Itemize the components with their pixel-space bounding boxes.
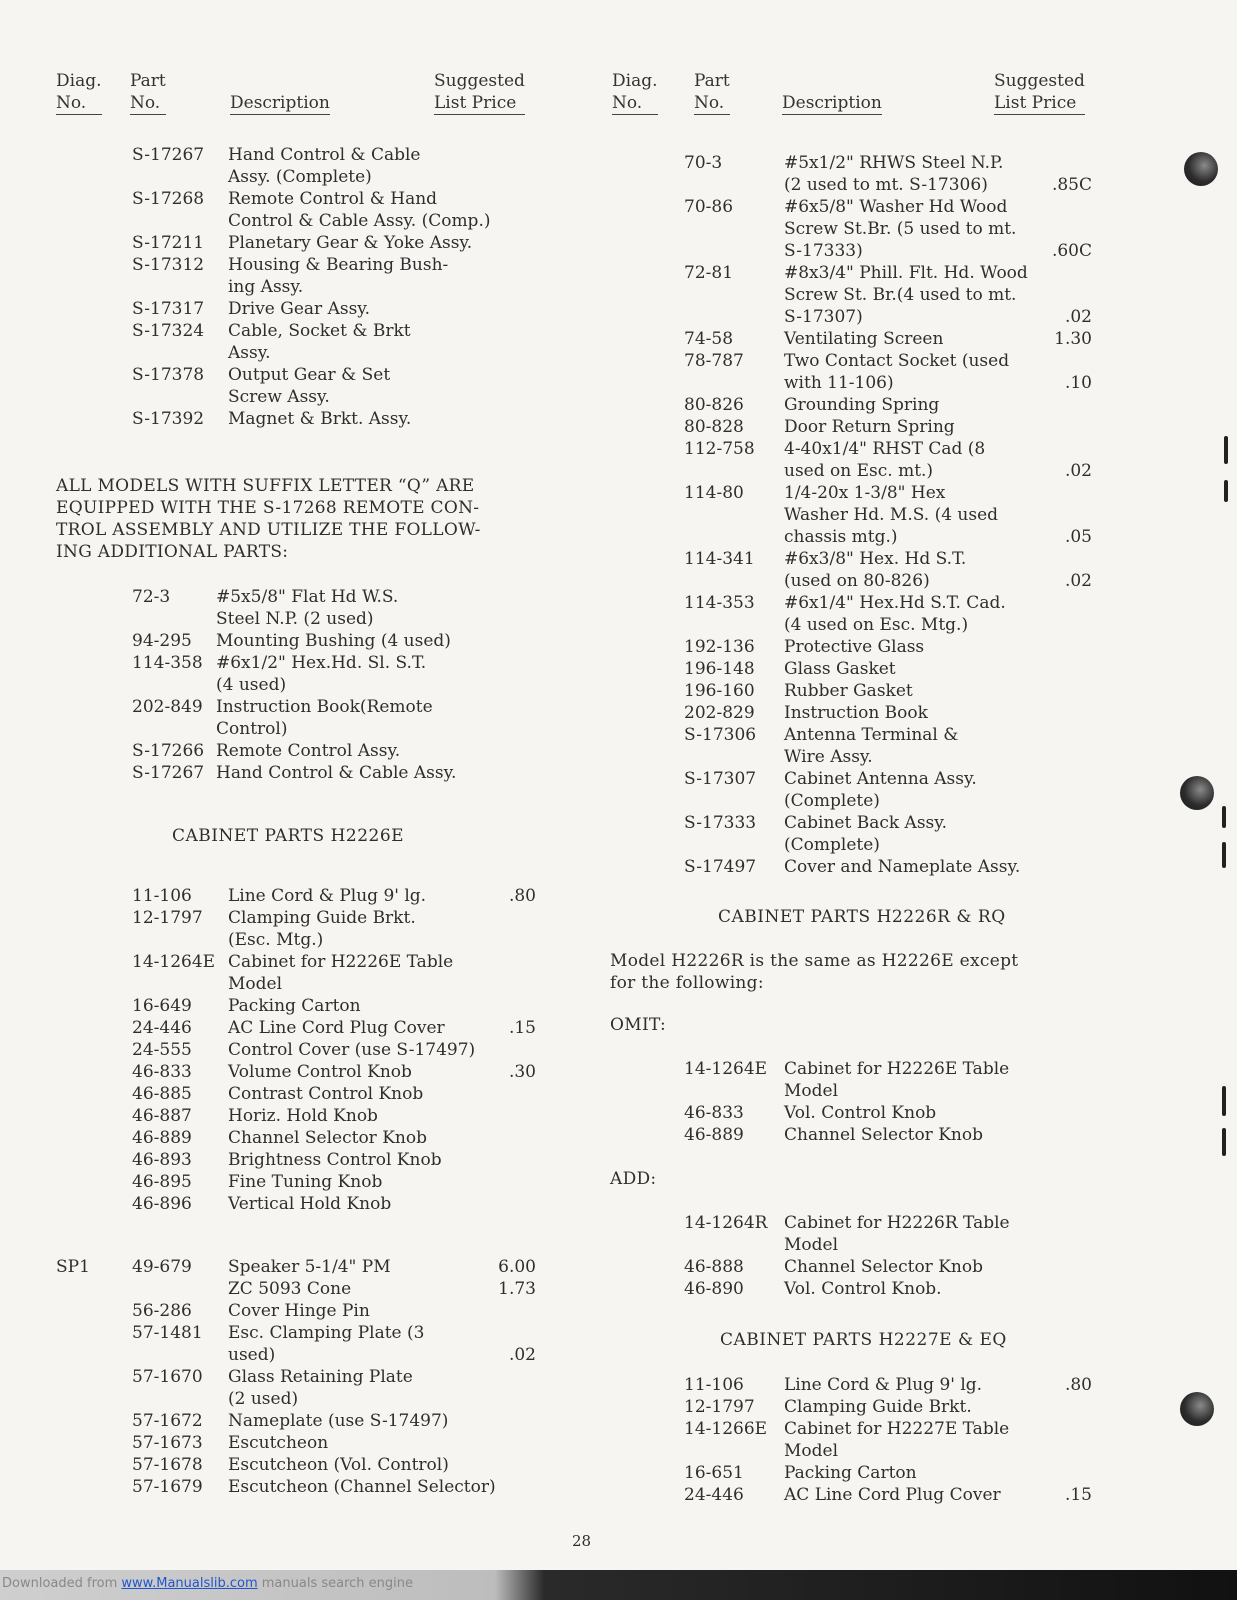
description-line: used): [228, 1345, 276, 1365]
list-price: .80: [508, 886, 536, 906]
list-price: 1.30: [1054, 329, 1092, 349]
list-price: .60C: [1051, 241, 1092, 261]
part-number: 46-888: [684, 1257, 744, 1277]
part-description: [784, 680, 913, 702]
paragraph-line: Model H2226R is the same as H2226E except: [610, 951, 1019, 971]
header-text: Suggested: [434, 71, 525, 91]
part-description: [784, 438, 985, 482]
part-description: [784, 548, 966, 592]
part-number: 46-895: [132, 1172, 192, 1192]
part-description: [784, 658, 896, 680]
description-line: 1/4-20x 1-3/8" Hex: [784, 483, 946, 503]
part-number: 14-1264E: [132, 952, 216, 972]
description-line: Cable, Socket & Brkt: [228, 321, 411, 341]
part-number: 57-1679: [132, 1477, 203, 1497]
part-description: [784, 702, 928, 724]
part-number: 70-3: [684, 153, 723, 173]
footer-text: [2, 1576, 413, 1591]
part-number: S-17211: [132, 233, 205, 253]
part-number: 14-1264E: [684, 1059, 768, 1079]
part-description: [228, 1017, 445, 1039]
part-description: [784, 1418, 1009, 1462]
binder-hole: [1184, 152, 1218, 186]
description-line: (Complete): [784, 835, 880, 855]
description-line: Channel Selector Knob: [228, 1128, 427, 1148]
part-number: 80-828: [684, 417, 744, 437]
part-number: 57-1670: [132, 1367, 203, 1387]
description-line: (4 used): [216, 675, 287, 695]
header-text: No.: [612, 92, 658, 115]
description-line: Nameplate (use S-17497): [228, 1411, 449, 1431]
list-price: .30: [508, 1062, 536, 1082]
description-line: Speaker 5-1/4" PM: [228, 1257, 391, 1277]
description-line: 4-40x1/4" RHST Cad (8: [784, 439, 986, 459]
part-number: 202-849: [132, 697, 203, 717]
part-number: 94-295: [132, 631, 192, 651]
scan-mark: [1224, 480, 1228, 502]
paragraph-line: for the following:: [610, 973, 764, 993]
part-number: 72-81: [684, 263, 734, 283]
list-price: 1.73: [498, 1279, 536, 1299]
cabinet-heading-h2227e: CABINET PARTS H2227E & EQ: [720, 1330, 1007, 1350]
description-line: Rubber Gasket: [784, 681, 913, 701]
description-line: Cabinet Back Assy.: [784, 813, 948, 833]
header-text: Part: [694, 71, 730, 91]
list-price: .02: [1064, 307, 1092, 327]
part-description: [228, 1105, 378, 1127]
list-price: .02: [508, 1345, 536, 1365]
part-description: [784, 592, 1006, 636]
description-line: Output Gear & Set: [228, 365, 391, 385]
part-number: 192-136: [684, 637, 755, 657]
description-line: Steel N.P. (2 used): [216, 609, 374, 629]
header-text: Diag.: [612, 71, 658, 91]
paragraph-line: ING ADDITIONAL PARTS:: [56, 542, 289, 562]
part-description: [228, 1149, 442, 1171]
description-line: Packing Carton: [784, 1463, 917, 1483]
part-description: [228, 1083, 423, 1105]
description-line: Control): [216, 719, 288, 739]
part-number: 114-358: [132, 653, 203, 673]
description-line: Grounding Spring: [784, 395, 940, 415]
page-number: 28: [572, 1532, 592, 1550]
part-description: [784, 724, 958, 768]
paragraph-line: EQUIPPED WITH THE S-17268 REMOTE CON-: [56, 498, 480, 518]
part-number: 196-148: [684, 659, 755, 679]
description-line: ing Assy.: [228, 277, 304, 297]
description-line: Cabinet for H2226R Table: [784, 1213, 1010, 1233]
description-line: Magnet & Brkt. Assy.: [228, 409, 412, 429]
part-description: [784, 152, 1003, 196]
part-number: S-17267: [132, 763, 205, 783]
suffix-q-note: [56, 475, 481, 563]
part-no-header-right: [694, 70, 730, 115]
part-number: 11-106: [684, 1375, 744, 1395]
description-line: Screw Assy.: [228, 387, 330, 407]
part-description: [216, 740, 400, 762]
part-number: S-17312: [132, 255, 205, 275]
description-line: AC Line Cord Plug Cover: [784, 1485, 1001, 1505]
part-number: 57-1678: [132, 1455, 203, 1475]
part-number: 46-893: [132, 1150, 192, 1170]
part-description: [784, 856, 1020, 878]
part-number: 14-1266E: [684, 1419, 768, 1439]
description-line: Antenna Terminal &: [784, 725, 959, 745]
description-line: Drive Gear Assy.: [228, 299, 371, 319]
part-number: 12-1797: [684, 1397, 755, 1417]
model-note: [610, 950, 1018, 994]
part-number: S-17306: [684, 725, 757, 745]
part-number: 24-446: [684, 1485, 744, 1505]
description-line: Esc. Clamping Plate (3: [228, 1323, 425, 1343]
description-line: Packing Carton: [228, 996, 361, 1016]
part-number: 16-651: [684, 1463, 744, 1483]
part-description: [228, 364, 390, 408]
description-line: #8x3/4" Phill. Flt. Hd. Wood: [784, 263, 1028, 283]
paragraph-line: ALL MODELS WITH SUFFIX LETTER “Q” ARE: [56, 476, 475, 496]
description-header: [230, 92, 330, 115]
description-line: Cabinet for H2226E Table: [784, 1059, 1010, 1079]
description-line: #5x1/2" RHWS Steel N.P.: [784, 153, 1004, 173]
part-description: [784, 1102, 936, 1124]
part-description: [228, 232, 472, 254]
part-number: 14-1264R: [684, 1213, 768, 1233]
header-text: Diag.: [56, 71, 102, 91]
part-number: 11-106: [132, 886, 192, 906]
part-description: [228, 885, 426, 907]
description-line: Cabinet Antenna Assy.: [784, 769, 977, 789]
part-description: [228, 1432, 328, 1454]
part-number: 46-885: [132, 1084, 192, 1104]
part-description: [784, 350, 1009, 394]
description-line: Glass Gasket: [784, 659, 896, 679]
part-number: S-17307: [684, 769, 757, 789]
description-line: Vol. Control Knob: [784, 1103, 937, 1123]
header-text: No.: [130, 92, 166, 115]
part-number: 114-353: [684, 593, 755, 613]
part-description: [784, 768, 977, 812]
part-number: 49-679: [132, 1257, 192, 1277]
header-text: Description: [782, 93, 882, 113]
manualslib-link[interactable]: www.Manualslib.com: [121, 1576, 258, 1591]
description-line: used on Esc. mt.): [784, 461, 934, 481]
description-line: Model: [228, 974, 283, 994]
description-line: Door Return Spring: [784, 417, 955, 437]
part-number: 12-1797: [132, 908, 203, 928]
part-description: [228, 1300, 370, 1322]
part-number: 202-829: [684, 703, 755, 723]
part-description: [228, 1193, 391, 1215]
part-description: [784, 328, 943, 350]
part-description: [216, 652, 426, 696]
part-description: [216, 696, 433, 740]
part-description: [216, 630, 451, 652]
list-price: .02: [1064, 571, 1092, 591]
description-line: Model: [784, 1235, 839, 1255]
list-price: .15: [1064, 1485, 1092, 1505]
scan-mark: [1224, 436, 1228, 464]
description-line: Cover and Nameplate Assy.: [784, 857, 1021, 877]
description-line: Cabinet for H2226E Table: [228, 952, 454, 972]
part-description: [228, 408, 411, 430]
part-description: [784, 1256, 983, 1278]
list-price: .85C: [1051, 175, 1092, 195]
description-line: Instruction Book(Remote: [216, 697, 433, 717]
description-line: Ventilating Screen: [784, 329, 944, 349]
part-number: 57-1481: [132, 1323, 203, 1343]
part-number: S-17317: [132, 299, 205, 319]
part-description: [228, 188, 490, 232]
description-line: Clamping Guide Brkt.: [228, 908, 416, 928]
description-line: Control & Cable Assy. (Comp.): [228, 211, 491, 231]
part-number: S-17268: [132, 189, 205, 209]
description-line: (Esc. Mtg.): [228, 930, 324, 950]
paragraph-line: TROL ASSEMBLY AND UTILIZE THE FOLLOW-: [56, 520, 481, 540]
part-description: [784, 482, 998, 548]
footer-suffix: manuals search engine: [257, 1576, 414, 1591]
part-number: S-17324: [132, 321, 205, 341]
description-line: Control Cover (use S-17497): [228, 1040, 476, 1060]
part-number: 46-889: [132, 1128, 192, 1148]
description-line: Model: [784, 1081, 839, 1101]
description-line: Fine Tuning Knob: [228, 1172, 383, 1192]
header-text: Description: [230, 93, 330, 113]
part-number: 46-890: [684, 1279, 744, 1299]
list-price: .02: [1064, 461, 1092, 481]
description-line: Contrast Control Knob: [228, 1084, 424, 1104]
description-line: #5x5/8" Flat Hd W.S.: [216, 587, 399, 607]
part-description: [228, 1256, 391, 1300]
scan-mark: [1222, 1128, 1226, 1156]
part-number: 78-787: [684, 351, 744, 371]
description-line: Cover Hinge Pin: [228, 1301, 370, 1321]
description-line: Hand Control & Cable: [228, 145, 421, 165]
part-description: [216, 762, 456, 784]
part-number: 57-1673: [132, 1433, 203, 1453]
part-number: 46-896: [132, 1194, 192, 1214]
part-number: 57-1672: [132, 1411, 203, 1431]
description-line: Channel Selector Knob: [784, 1257, 983, 1277]
description-line: Remote Control Assy.: [216, 741, 401, 761]
description-line: Glass Retaining Plate: [228, 1367, 413, 1387]
description-line: #6x1/2" Hex.Hd. Sl. S.T.: [216, 653, 427, 673]
list-price: .80: [1064, 1375, 1092, 1395]
description-header-right: [782, 92, 882, 115]
header-text: Part: [130, 71, 166, 91]
description-line: S-17307): [784, 307, 863, 327]
part-number: 24-446: [132, 1018, 192, 1038]
part-number: 46-889: [684, 1125, 744, 1145]
part-description: [784, 1396, 972, 1418]
part-number: 72-3: [132, 587, 171, 607]
part-number: 80-826: [684, 395, 744, 415]
part-description: [228, 1171, 382, 1193]
description-line: Hand Control & Cable Assy.: [216, 763, 457, 783]
description-line: (Complete): [784, 791, 880, 811]
part-description: [216, 586, 398, 630]
description-line: Line Cord & Plug 9' lg.: [228, 886, 427, 906]
scan-mark: [1222, 1086, 1226, 1116]
diag-no-header-right: [612, 70, 658, 115]
add-label: ADD:: [610, 1169, 657, 1189]
description-line: (2 used to mt. S-17306): [784, 175, 988, 195]
description-line: (2 used): [228, 1389, 299, 1409]
binder-hole: [1180, 776, 1214, 810]
description-line: Washer Hd. M.S. (4 used: [784, 505, 999, 525]
part-description: [784, 394, 939, 416]
description-line: S-17333): [784, 241, 863, 261]
list-price: .15: [508, 1018, 536, 1038]
description-line: Instruction Book: [784, 703, 928, 723]
part-description: [784, 1462, 917, 1484]
part-number: S-17497: [684, 857, 757, 877]
part-number: S-17333: [684, 813, 757, 833]
description-line: Model: [784, 1441, 839, 1461]
binder-hole: [1180, 1392, 1214, 1426]
part-number: S-17266: [132, 741, 205, 761]
part-number: 114-341: [684, 549, 755, 569]
description-line: Vertical Hold Knob: [228, 1194, 392, 1214]
part-number: 112-758: [684, 439, 755, 459]
part-description: [228, 1039, 475, 1061]
part-number: 46-887: [132, 1106, 192, 1126]
part-description: [228, 1127, 427, 1149]
description-line: (used on 80-826): [784, 571, 930, 591]
footer-prefix: Downloaded from: [2, 1576, 122, 1591]
part-number: 16-649: [132, 996, 192, 1016]
description-line: Escutcheon (Vol. Control): [228, 1455, 449, 1475]
header-text: Suggested: [994, 71, 1085, 91]
description-line: AC Line Cord Plug Cover: [228, 1018, 445, 1038]
description-line: Channel Selector Knob: [784, 1125, 983, 1145]
part-description: [784, 1124, 983, 1146]
diag-no-header: [56, 70, 102, 115]
description-line: Assy.: [228, 343, 271, 363]
diag-number: SP1: [56, 1257, 90, 1277]
part-description: [784, 1374, 982, 1396]
part-number: S-17378: [132, 365, 205, 385]
part-description: [228, 1366, 413, 1410]
part-description: [784, 1484, 1001, 1506]
description-line: with 11-106): [784, 373, 894, 393]
part-description: [228, 907, 416, 951]
part-description: [228, 298, 370, 320]
part-no-header: [130, 70, 166, 115]
scan-mark: [1222, 842, 1226, 868]
description-line: Vol. Control Knob.: [784, 1279, 942, 1299]
part-description: [228, 320, 411, 364]
description-line: Housing & Bearing Bush-: [228, 255, 449, 275]
description-line: Mounting Bushing (4 used): [216, 631, 451, 651]
description-line: Horiz. Hold Knob: [228, 1106, 378, 1126]
description-line: Two Contact Socket (used: [784, 351, 1010, 371]
description-line: Planetary Gear & Yoke Assy.: [228, 233, 473, 253]
cabinet-heading-h2226r: CABINET PARTS H2226R & RQ: [718, 907, 1006, 927]
part-number: 46-833: [132, 1062, 192, 1082]
header-text: No.: [56, 92, 102, 115]
part-number: S-17267: [132, 145, 205, 165]
header-text: No.: [694, 92, 730, 115]
part-description: [228, 995, 361, 1017]
header-text: List Price: [434, 92, 525, 115]
description-line: Brightness Control Knob: [228, 1150, 442, 1170]
part-description: [228, 1454, 449, 1476]
list-price: .10: [1064, 373, 1092, 393]
cabinet-heading-h2226e: CABINET PARTS H2226E: [172, 826, 405, 846]
description-line: Escutcheon (Channel Selector): [228, 1477, 496, 1497]
description-line: Volume Control Knob: [228, 1062, 412, 1082]
omit-label: OMIT:: [610, 1015, 667, 1035]
description-line: Assy. (Complete): [228, 167, 372, 187]
description-line: chassis mtg.): [784, 527, 898, 547]
list-price: 6.00: [498, 1257, 536, 1277]
part-description: [784, 1212, 1010, 1256]
description-line: Escutcheon: [228, 1433, 329, 1453]
part-description: [228, 1061, 412, 1083]
list-price: .05: [1064, 527, 1092, 547]
part-number: 74-58: [684, 329, 734, 349]
part-number: 46-833: [684, 1103, 744, 1123]
part-description: [228, 144, 420, 188]
description-line: #6x5/8" Washer Hd Wood: [784, 197, 1008, 217]
part-number: 70-86: [684, 197, 734, 217]
description-line: Line Cord & Plug 9' lg.: [784, 1375, 983, 1395]
description-line: Protective Glass: [784, 637, 925, 657]
description-line: Wire Assy.: [784, 747, 873, 767]
price-header: [434, 70, 525, 115]
part-description: [228, 1322, 424, 1366]
footer-bar: [0, 1570, 1237, 1600]
part-description: [228, 1410, 448, 1432]
part-description: [784, 1058, 1009, 1102]
part-number: 114-80: [684, 483, 744, 503]
part-description: [784, 636, 924, 658]
part-description: [228, 951, 453, 995]
description-line: ZC 5093 Cone: [228, 1279, 352, 1299]
part-number: 56-286: [132, 1301, 192, 1321]
header-text: List Price: [994, 92, 1085, 115]
description-line: Screw St. Br.(4 used to mt.: [784, 285, 1017, 305]
description-line: Cabinet for H2227E Table: [784, 1419, 1010, 1439]
part-description: [228, 1476, 496, 1498]
description-line: Remote Control & Hand: [228, 189, 438, 209]
scan-mark: [1222, 806, 1226, 828]
part-description: [784, 812, 947, 856]
part-description: [784, 416, 955, 438]
description-line: #6x1/4" Hex.Hd S.T. Cad.: [784, 593, 1006, 613]
description-line: (4 used on Esc. Mtg.): [784, 615, 969, 635]
part-number: S-17392: [132, 409, 205, 429]
description-line: Screw St.Br. (5 used to mt.: [784, 219, 1017, 239]
description-line: Clamping Guide Brkt.: [784, 1397, 972, 1417]
part-number: 24-555: [132, 1040, 192, 1060]
part-description: [228, 254, 448, 298]
part-number: 196-160: [684, 681, 755, 701]
part-description: [784, 1278, 942, 1300]
price-header-right: [994, 70, 1085, 115]
description-line: #6x3/8" Hex. Hd S.T.: [784, 549, 967, 569]
